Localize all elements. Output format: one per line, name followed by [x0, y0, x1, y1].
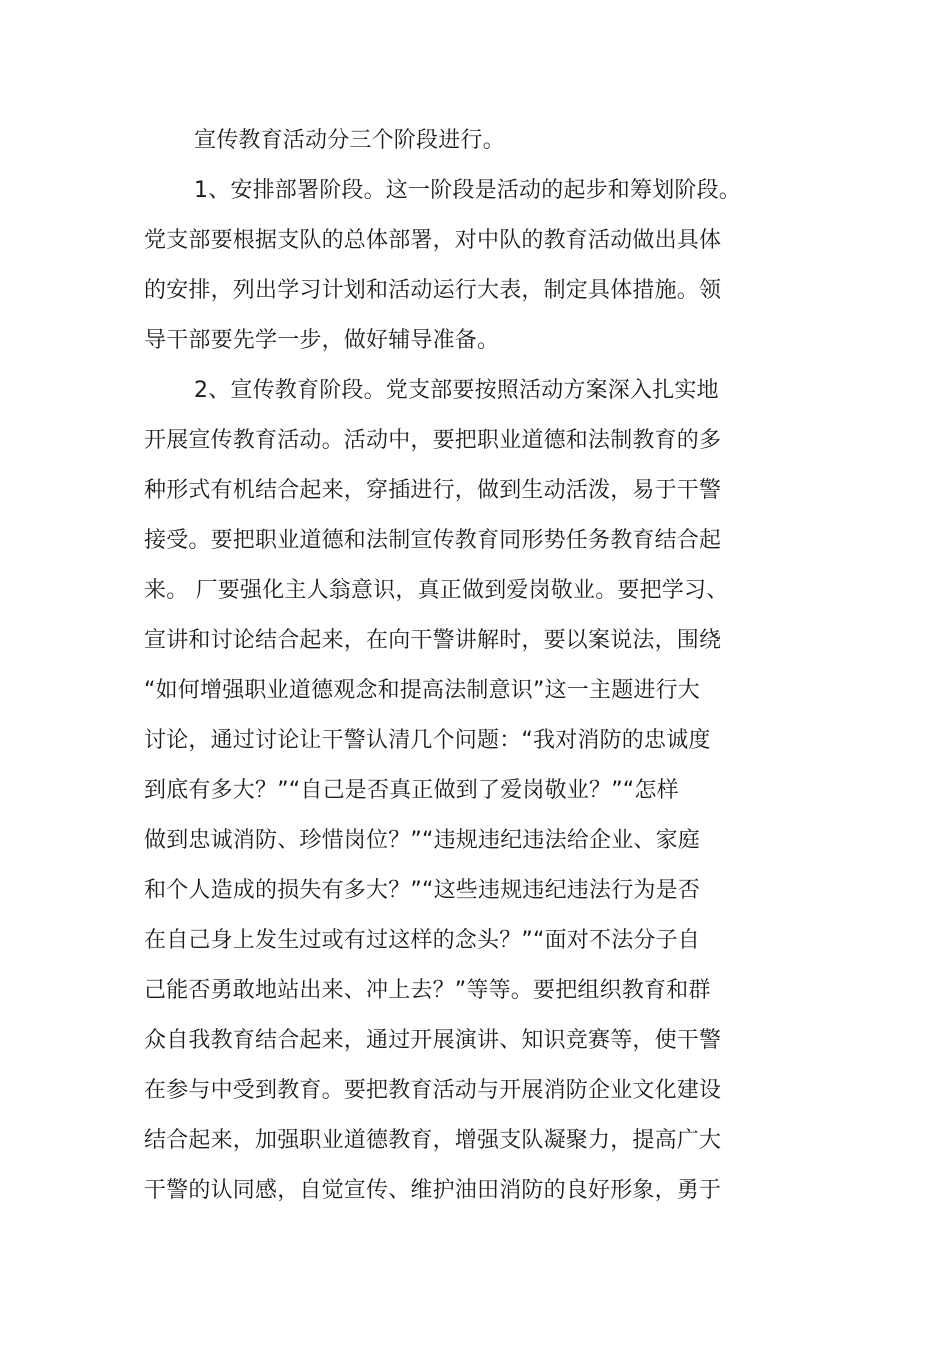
text-line: 宣传教育活动分三个阶段进行。 [194, 128, 505, 153]
text-line: “如何增强职业道德观念和提高法制意识”这一主题进行大 [144, 678, 700, 703]
text-line: 众自我教育结合起来，通过开展演讲、知识竞赛等，使干警 [144, 1028, 722, 1053]
text-line: 己能否勇敢地站出来、冲上去？”等等。要把组织教育和群 [144, 978, 711, 1003]
text-line: 接受。要把职业道德和法制宣传教育同形势任务教育结合起 [144, 528, 722, 553]
text-line: 党支部要根据支队的总体部署，对中队的教育活动做出具体 [144, 228, 722, 253]
text-line: 讨论，通过讨论让干警认清几个问题：“我对消防的忠诚度 [144, 728, 711, 753]
text-line: 来。 厂要强化主人翁意识，真正做到爱岗敬业。要把学习、 [144, 578, 729, 603]
text-line: 和个人造成的损失有多大？”“这些违规违纪违法行为是否 [144, 878, 700, 903]
text-line: 结合起来，加强职业道德教育，增强支队凝聚力，提高广大 [144, 1128, 722, 1153]
text-line: 宣讲和讨论结合起来，在向干警讲解时，要以案说法，围绕 [144, 628, 722, 653]
text-line: 的安排，列出学习计划和活动运行大表，制定具体措施。领 [144, 278, 722, 303]
text-line: 2、宣传教育阶段。党支部要按照活动方案深入扎实地 [194, 378, 719, 403]
text-line: 种形式有机结合起来，穿插进行，做到生动活泼，易于干警 [144, 478, 722, 503]
text-line: 导干部要先学一步，做好辅导准备。 [144, 328, 500, 353]
text-line: 1、安排部署阶段。这一阶段是活动的起步和筹划阶段。 [194, 178, 741, 203]
text-line: 干警的认同感，自觉宣传、维护油田消防的良好形象，勇于 [144, 1178, 722, 1203]
text-line: 在参与中受到教育。要把教育活动与开展消防企业文化建设 [144, 1078, 722, 1103]
text-line: 到底有多大？”“自己是否真正做到了爱岗敬业？”“怎样 [144, 778, 679, 803]
text-line: 做到忠诚消防、珍惜岗位？”“违规违纪违法给企业、家庭 [144, 828, 700, 853]
text-line: 在自己身上发生过或有过这样的念头？”“面对不法分子自 [144, 928, 700, 953]
text-line: 开展宣传教育活动。活动中，要把职业道德和法制教育的多 [144, 428, 722, 453]
